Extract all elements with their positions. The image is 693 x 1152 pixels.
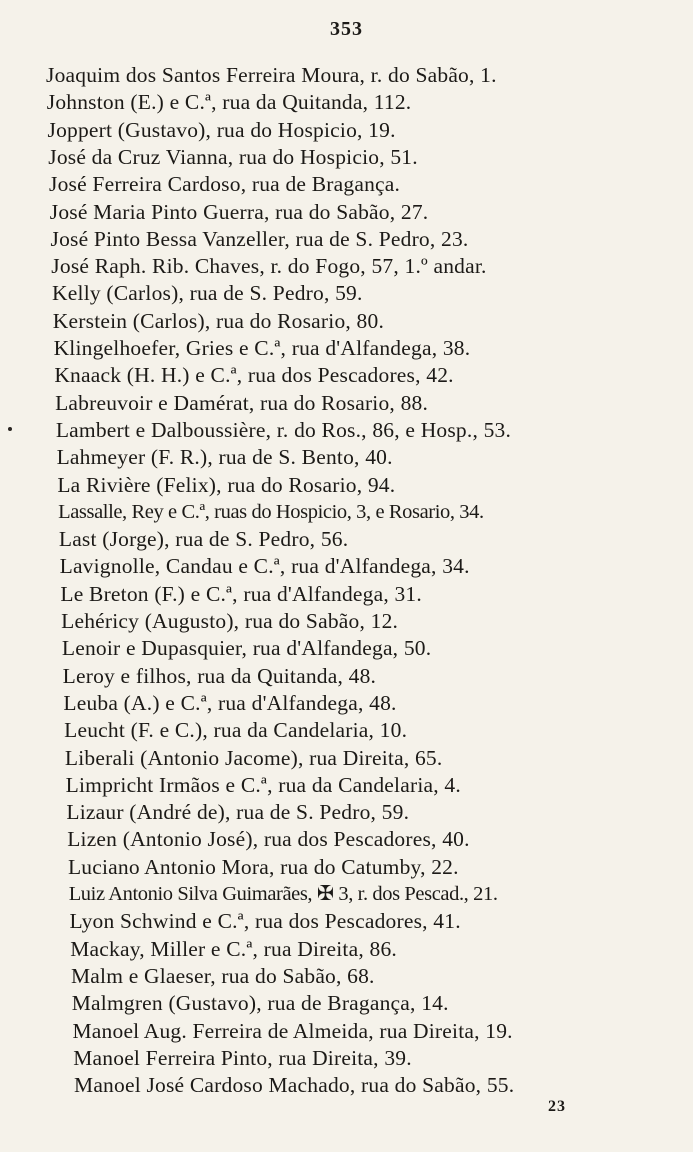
directory-entry: Lyon Schwind e C.ª, rua dos Pescadores, 41. (69, 909, 461, 934)
directory-entry: Lassalle, Rey e C.ª, ruas do Hospicio, 3, e Rosario, 34. (58, 500, 484, 523)
directory-entry: Knaack (H. H.) e C.ª, rua dos Pescadores, 42. (54, 363, 454, 388)
directory-entry: Mackay, Miller e C.ª, rua Direita, 86. (70, 936, 397, 961)
directory-entry: Malm e Glaeser, rua do Sabão, 68. (70, 963, 375, 988)
directory-entry: José Pinto Bessa Vanzeller, rua de S. Pedro, 23. (50, 226, 469, 251)
directory-entry: Kerstein (Carlos), rua do Rosario, 80. (52, 308, 385, 333)
directory-entry: Kelly (Carlos), rua de S. Pedro, 59. (52, 281, 363, 306)
directory-entry: Malmgren (Gustavo), rua de Bragança, 14. (71, 991, 449, 1016)
directory-entry: Lavignolle, Candau e C.ª, rua d'Alfandega, 34. (59, 554, 470, 579)
directory-entry: Manoel Ferreira Pinto, rua Direita, 39. (73, 1045, 412, 1070)
directory-entry: Liberali (Antonio Jacome), rua Direita, 65. (64, 745, 443, 770)
directory-entry: Leuba (A.) e C.ª, rua d'Alfandega, 48. (63, 690, 397, 715)
directory-entry: Labreuvoir e Damérat, rua do Rosario, 88. (55, 390, 429, 415)
directory-entry: Lizen (Antonio José), rua dos Pescadores, 40. (67, 827, 470, 852)
directory-entry: Lizaur (André de), rua de S. Pedro, 59. (66, 800, 410, 825)
directory-entry: José Maria Pinto Guerra, rua do Sabão, 27. (49, 199, 429, 224)
directory-entry: Lehéricy (Augusto), rua do Sabão, 12. (61, 609, 399, 633)
directory-entry: José Ferreira Cardoso, rua de Bragança. (49, 172, 401, 197)
directory-entry: Johnston (E.) e C.ª, rua da Quitanda, 112. (46, 90, 412, 115)
directory-entry: Joaquim dos Santos Ferreira Moura, r. do Sabão, 1. (46, 63, 497, 87)
directory-entry: Lahmeyer (F. R.), rua de S. Bento, 40. (56, 445, 393, 470)
directory-entry: Limpricht Irmãos e C.ª, rua da Candelaria, 4. (65, 772, 461, 797)
directory-entry: Leucht (F. e C.), rua da Candelaria, 10. (64, 718, 408, 743)
directory-entry: José Raph. Rib. Chaves, r. do Fogo, 57, 1.º andar. (51, 254, 487, 279)
page-number: 353 (330, 18, 363, 40)
directory-entry: Luiz Antonio Silva Guimarães, ✠ 3, r. dos Pescad., 21. (68, 883, 498, 905)
directory-entry: La Rivière (Felix), rua do Rosario, 94. (57, 472, 396, 497)
directory-entry: Klingelhoefer, Gries e C.ª, rua d'Alfandega, 38. (53, 336, 471, 360)
signature-mark: 23 (548, 1098, 566, 1115)
directory-entry: Manoel Aug. Ferreira de Almeida, rua Direita, 19. (72, 1018, 513, 1043)
directory-entry: Leroy e filhos, rua da Quitanda, 48. (62, 663, 377, 688)
directory-entry: Le Breton (F.) e C.ª, rua d'Alfandega, 31. (60, 581, 422, 606)
directory-entry: Luciano Antonio Mora, rua do Catumby, 22. (67, 854, 459, 879)
directory-entry: Joppert (Gustavo), rua do Hospicio, 19. (47, 117, 396, 142)
margin-mark (8, 427, 12, 431)
directory-entry: Lambert e Dalboussière, r. do Ros., 86, e Hosp., 53. (55, 417, 512, 442)
directory-entry: Last (Jorge), rua de S. Pedro, 56. (58, 527, 349, 552)
directory-entry: Manoel José Cardoso Machado, rua do Sabão, 55. (74, 1073, 515, 1098)
directory-entry: Lenoir e Dupasquier, rua d'Alfandega, 50. (61, 636, 432, 661)
directory-entry: José da Cruz Vianna, rua do Hospicio, 51. (48, 144, 418, 169)
